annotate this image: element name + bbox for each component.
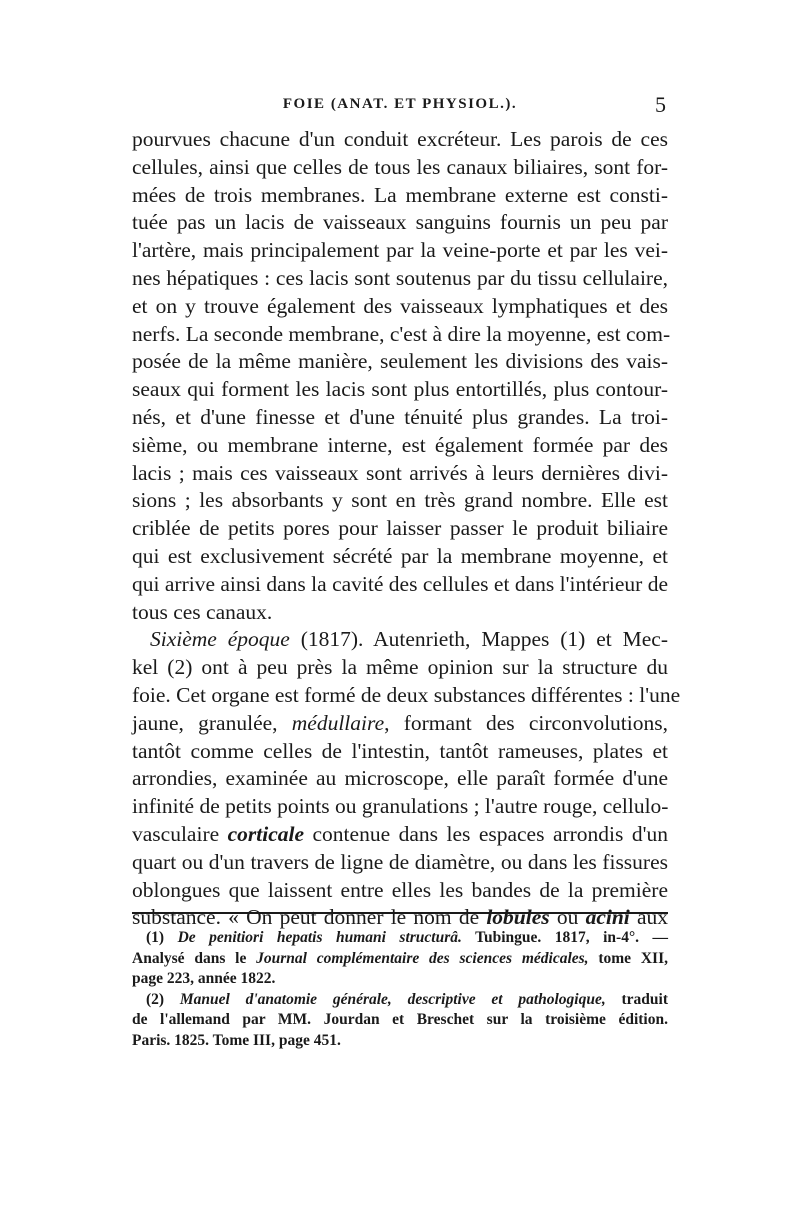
footnote-line: Paris. 1825. Tome III, page 451. (132, 1031, 341, 1049)
text-line: nes hépatiques : ces lacis sont soutenus par du tissu cellulaire, (132, 265, 668, 290)
text-line: qui est exclusivement sécrété par la membrane moyenne, et (132, 543, 668, 568)
paragraph-start-line (132, 626, 668, 654)
page-number: 5 (655, 92, 666, 117)
italic-term: médullaire (291, 710, 385, 735)
footnote-line (132, 949, 668, 970)
text-line: nés, et d'une finesse et d'une ténuité plus grandes. La troi- (132, 404, 668, 429)
footnote-line (132, 928, 668, 949)
text-fragment: contenue dans les espaces arrondis d'un (304, 821, 668, 846)
text-line: oblongues que laissent entre elles les bandes de la première (132, 877, 668, 902)
text-line: infinité de petits points ou granulations ; l'autre rouge, cellulo- (132, 794, 669, 819)
text-fragment: Analysé dans le (132, 949, 257, 967)
running-title: FOIE (ANAT. ET PHYSIOL.). (282, 96, 518, 112)
footnotes (132, 928, 668, 1051)
text-line: tuée pas un lacis de vaisseaux sanguins fournis un peu par (132, 210, 668, 235)
bold-italic-term: lobules (486, 905, 550, 930)
text-line: l'artère, mais principalement par la veine-porte et par les vei- (132, 238, 668, 263)
text-fragment: jaune, granulée, (132, 710, 292, 735)
footnote-mark: (1) (146, 929, 178, 946)
text-fragment: ou (549, 905, 586, 930)
footnote-journal-italic: Journal complémentaire des sciences médicales, (256, 949, 589, 967)
text-fragment: traduit (605, 990, 669, 1008)
footnote-line: de l'allemand par MM. Jourdan et Breschet sur la troisième édition. (132, 1011, 668, 1028)
footnote-mark: (2) (146, 990, 180, 1008)
text-line: seaux qui forment les lacis sont plus entortillés, plus contour- (132, 377, 668, 402)
section-lead-italic: Sixième époque (150, 627, 290, 652)
text-line: nerfs. La seconde membrane, c'est à dire la moyenne, est com- (132, 321, 671, 346)
text-fragment: tome XII, (588, 949, 668, 967)
text-line: sième, ou membrane interne, est également formée par des (132, 432, 668, 457)
text-line: arrondies, examinée au microscope, elle paraît formée d'une (132, 766, 668, 791)
text-fragment: vasculaire (132, 821, 228, 846)
text-fragment: Tubingue. 1817, in-4°. — (461, 929, 669, 946)
text-line: qui arrive ainsi dans la cavité des cellules et dans l'intérieur de (132, 571, 668, 596)
text-line: mées de trois membranes. La membrane externe est consti- (132, 182, 668, 207)
text-fragment: (1817). Autenrieth, Mappes (1) et Mec- (289, 627, 669, 652)
footnote-title-italic: Manuel d'anatomie générale, descriptive et pathologique, (179, 990, 606, 1008)
footnote-line (132, 990, 668, 1011)
text-line: cellules, ainsi que celles de tous les canaux biliaires, sont for- (132, 154, 668, 179)
footnote-line: page 223, année 1822. (132, 970, 276, 987)
text-fragment: substance. « On peut donner le nom de (132, 905, 487, 930)
text-line: foie. Cet organe est formé de deux substances différentes : l'une (132, 682, 681, 707)
text-fragment: aux (629, 905, 669, 930)
text-line: tous ces canaux. (132, 599, 273, 624)
footnote-divider (132, 912, 668, 914)
bold-italic-term: corticale (227, 821, 305, 846)
bold-italic-term: acini (585, 905, 630, 930)
text-line: pourvues chacune d'un conduit excréteur. Les parois de ces (132, 127, 668, 151)
text-line: et on y trouve également des vaisseaux lymphatiques et des (132, 293, 668, 318)
text-line: lacis ; mais ces vaisseaux sont arrivés à leurs dernières divi- (132, 460, 668, 485)
running-header (132, 92, 668, 122)
text-line (132, 710, 668, 738)
text-line: kel (2) ont à peu près la même opinion sur la structure du (132, 655, 668, 680)
text-line: sions ; les absorbants y sont en très grand nombre. Elle est (132, 488, 668, 513)
footnote-title-italic: De penitiori hepatis humani structurâ. (177, 929, 462, 946)
text-fragment: , formant des circonvolutions, (384, 710, 668, 735)
text-line: quart ou d'un travers de ligne de diamètre, ou dans les fissures (132, 849, 668, 874)
text-line: posée de la même manière, seulement les divisions des vais- (132, 349, 668, 374)
body-text (132, 126, 681, 932)
text-line: criblée de petits pores pour laisser passer le produit biliaire (132, 516, 668, 541)
text-line: tantôt comme celles de l'intestin, tantôt rameuses, plates et (132, 738, 668, 763)
text-line (132, 821, 668, 849)
